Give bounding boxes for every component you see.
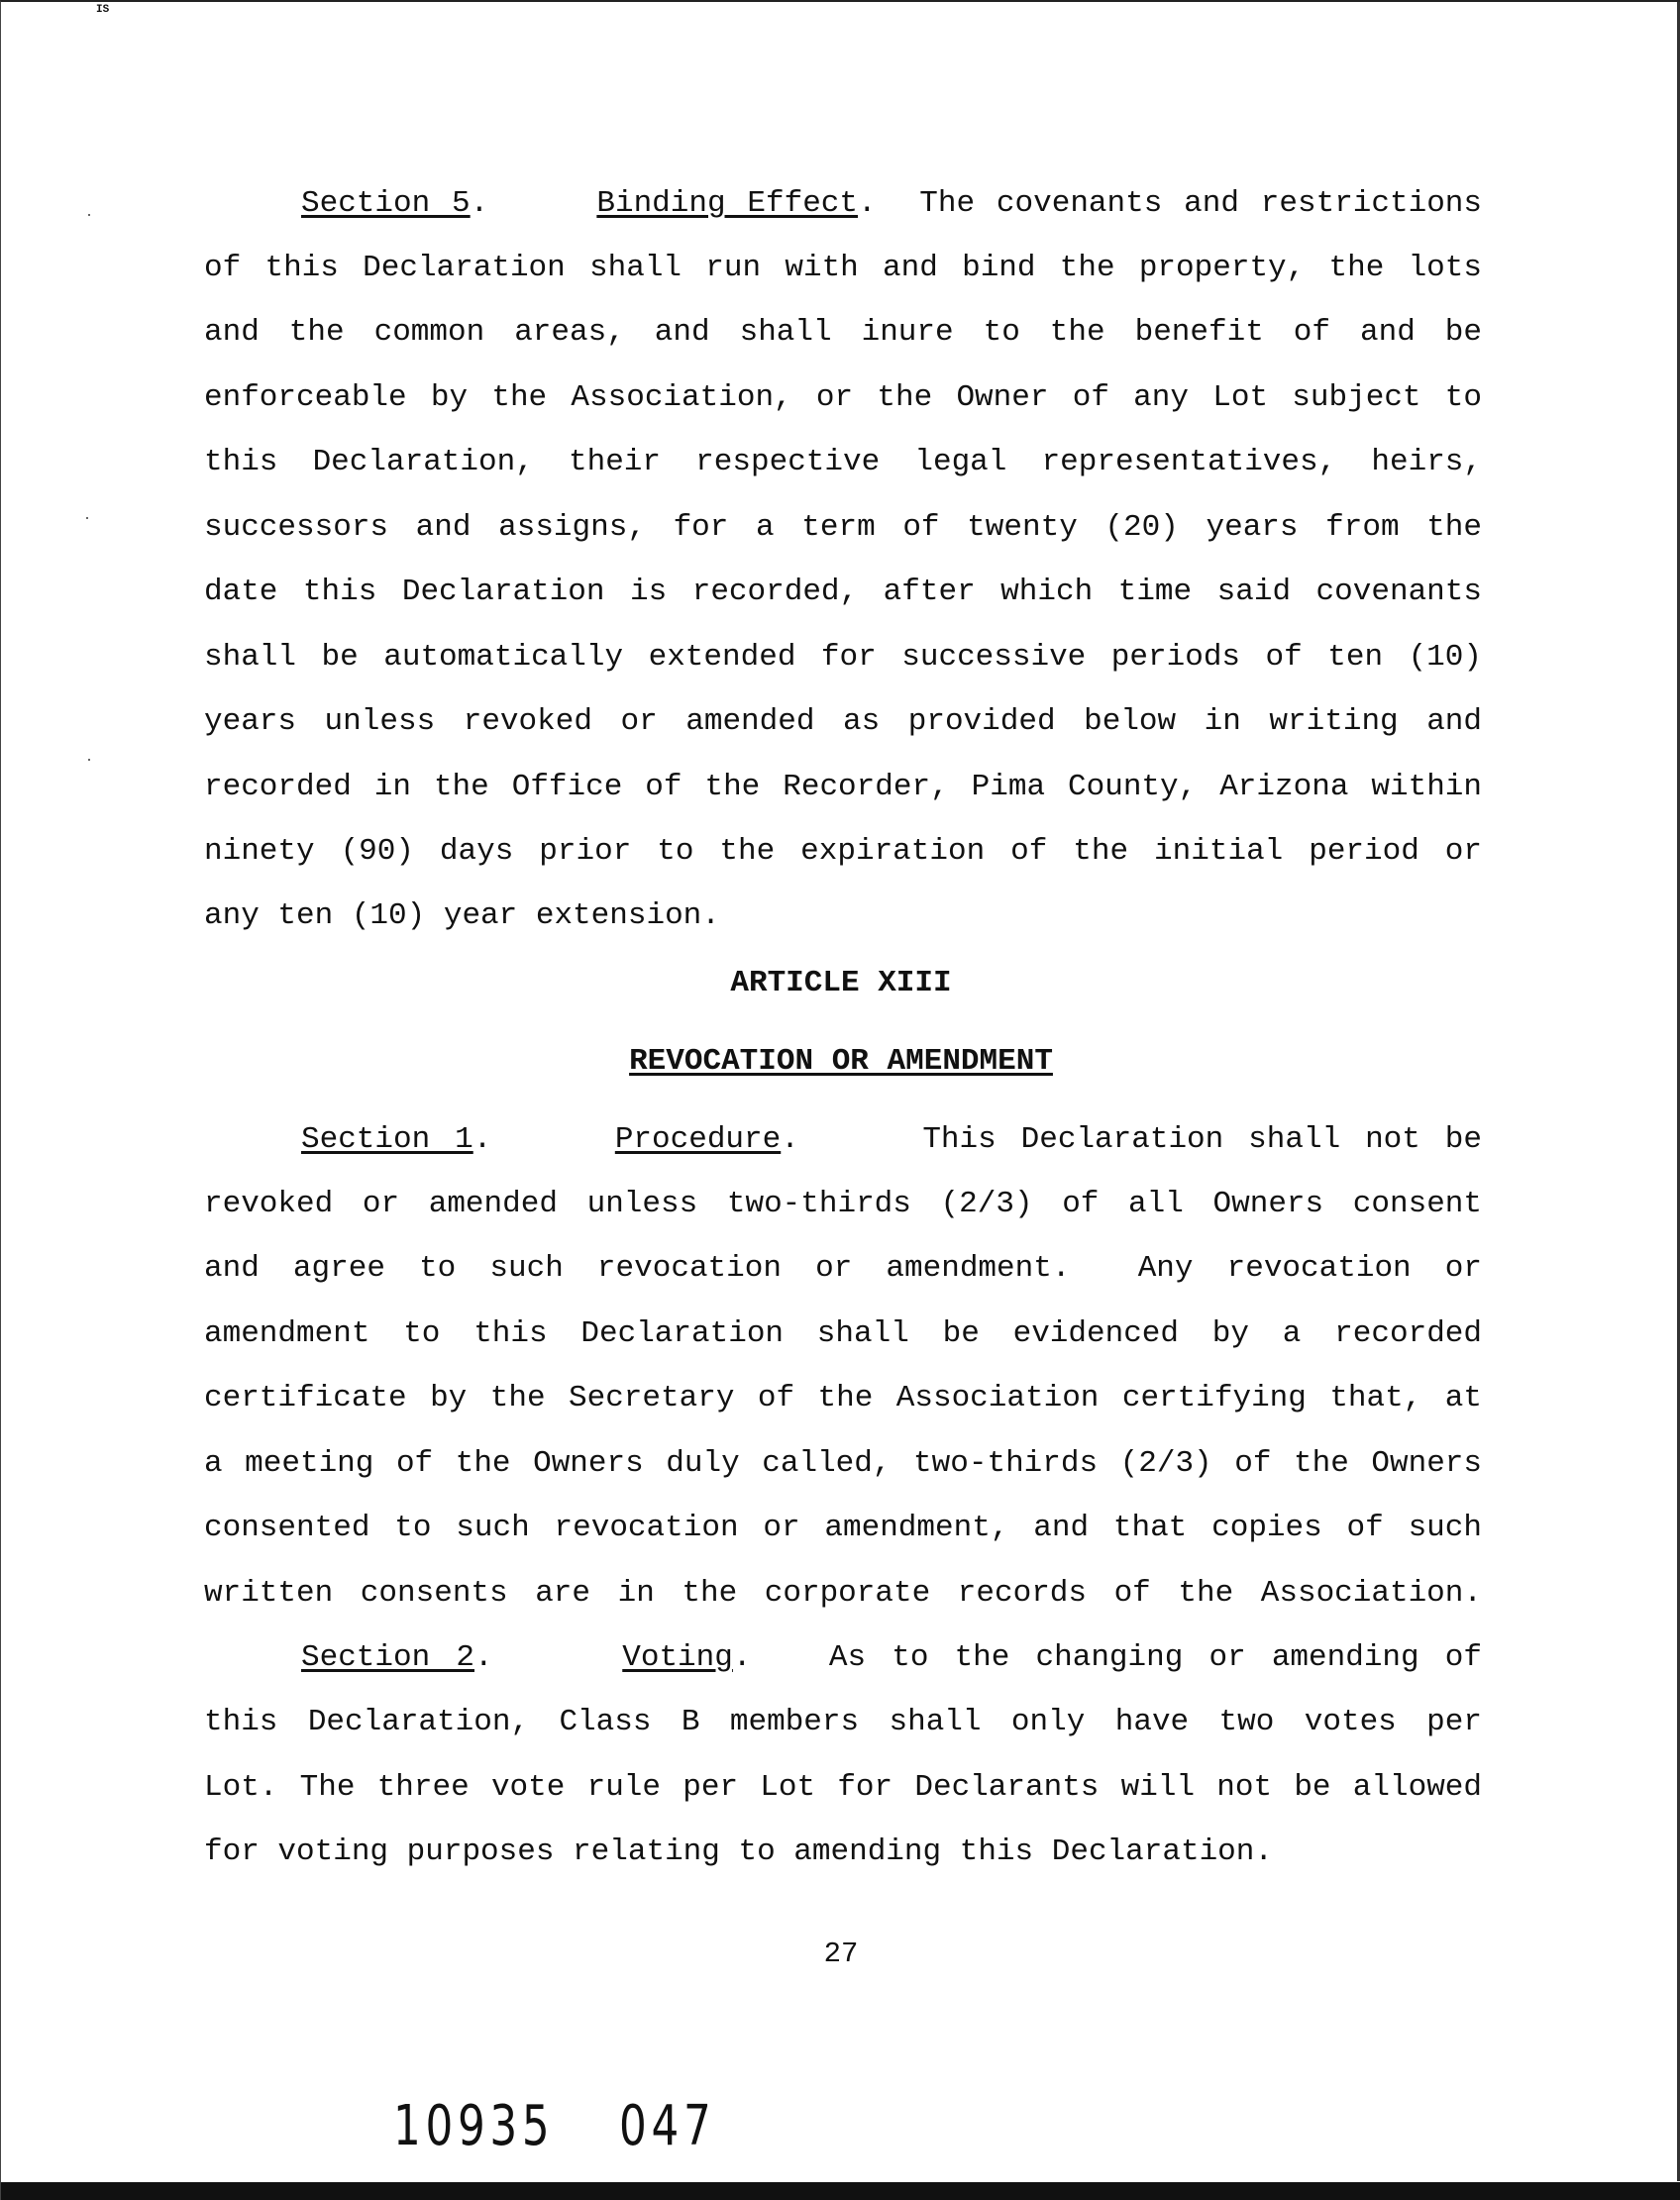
section2-heading-line: Section 2. Voting. As to the changing or amending of: [301, 1640, 1482, 1675]
body-line: consented to such revocation or amendment, and that copies of such: [204, 1511, 1482, 1545]
section1-title: Procedure: [614, 1122, 782, 1157]
body-line: recorded in the Office of the Recorder, Pima County, Arizona within: [204, 770, 1482, 804]
section2-first-line: As to the changing or amending of: [828, 1640, 1482, 1675]
margin-speck: [88, 214, 90, 216]
body-line: and agree to such revocation or amendment. Any revocation or: [204, 1251, 1482, 1286]
body-line: certificate by the Secretary of the Association certifying that, at: [204, 1381, 1482, 1415]
body-line: amendment to this Declaration shall be evidenced by a recorded: [204, 1316, 1482, 1351]
section5-title: Binding Effect: [596, 186, 859, 221]
section5-label: Section 5: [301, 186, 471, 221]
section5-heading-line: Section 5. Binding Effect. The covenants and restrictions: [301, 186, 1483, 221]
body-line: any ten (10) year extension.: [204, 898, 720, 933]
body-line: date this Declaration is recorded, after which time said covenants: [204, 575, 1482, 609]
body-line: successors and assigns, for a term of twenty (20) years from the: [204, 510, 1482, 545]
page-number: 27: [823, 1938, 859, 1970]
margin-speck: [88, 759, 90, 761]
body-line: written consents are in the corporate records of the Association.: [204, 1576, 1482, 1611]
scan-edge-bottom: [1, 2182, 1680, 2200]
body-line: ninety (90) days prior to the expiration of the initial period or: [204, 834, 1482, 869]
body-line: a meeting of the Owners duly called, two-thirds (2/3) of the Owners: [204, 1446, 1482, 1481]
body-line: this Declaration, Class B members shall only have two votes per: [204, 1705, 1482, 1739]
article-number: ARTICLE XIII: [730, 966, 952, 1000]
body-line: enforceable by the Association, or the Owner of any Lot subject to: [204, 380, 1482, 415]
section2-label: Section 2: [301, 1640, 474, 1675]
article-title: REVOCATION OR AMENDMENT: [629, 1044, 1053, 1079]
body-line: for voting purposes relating to amending this Declaration.: [204, 1834, 1273, 1869]
section5-first-line: The covenants and restrictions: [919, 186, 1483, 221]
section2-title: Voting: [622, 1640, 733, 1675]
section1-heading-line: Section 1. Procedure. This Declaration shall not be: [301, 1122, 1482, 1157]
recording-page-number: 047: [619, 2094, 716, 2158]
article-title-wrap: [1, 1042, 1680, 1082]
recording-docket-number: 10935: [393, 2094, 555, 2158]
margin-speck: [86, 517, 88, 519]
section1-first-line: This Declaration shall not be: [922, 1122, 1482, 1157]
section1-label: Section 1: [301, 1122, 473, 1157]
body-line: and the common areas, and shall inure to the benefit of and be: [204, 315, 1482, 350]
body-line: Lot. The three vote rule per Lot for Declarants will not be allowed: [204, 1770, 1482, 1805]
body-line: years unless revoked or amended as provided below in writing and: [204, 704, 1482, 739]
body-line: shall be automatically extended for successive periods of ten (10): [204, 640, 1482, 675]
corner-mark: IS: [96, 4, 110, 16]
body-line: revoked or amended unless two-thirds (2/3) of all Owners consent: [204, 1187, 1482, 1221]
body-line: this Declaration, their respective legal representatives, heirs,: [204, 445, 1482, 479]
body-line: of this Declaration shall run with and bind the property, the lots: [204, 251, 1482, 285]
